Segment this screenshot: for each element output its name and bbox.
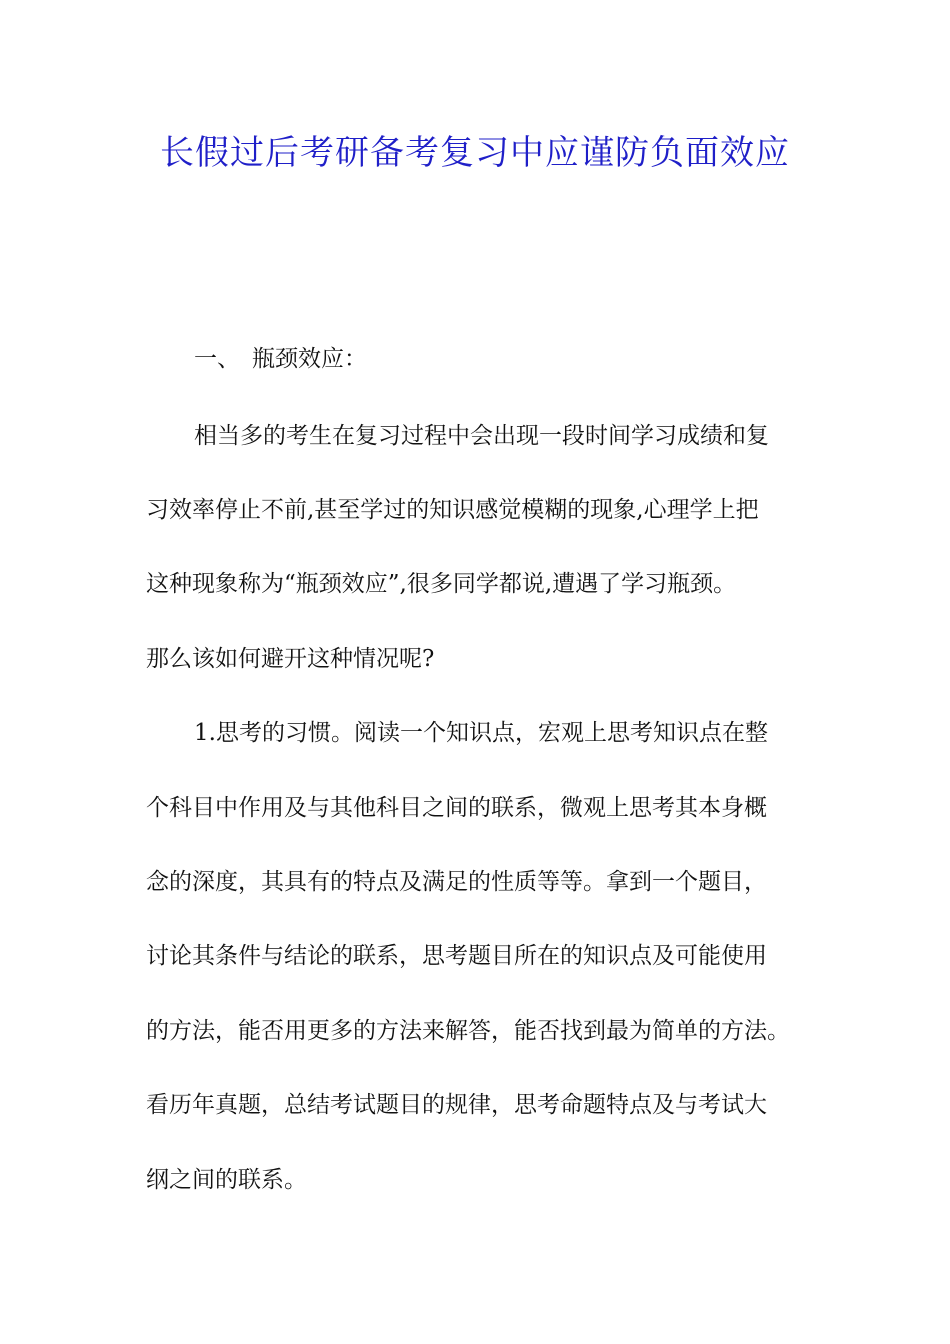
paragraph-line: 这种现象称为“瓶颈效应”,很多同学都说,遭遇了学习瓶颈。 [146, 571, 737, 597]
paragraph-line: 讨论其条件与结论的联系，思考题目所在的知识点及可能使用 [146, 943, 767, 969]
paragraph-line: 1.思考的习惯。阅读一个知识点，宏观上思考知识点在整 [194, 720, 768, 746]
section-number: 一、 [194, 346, 240, 372]
paragraph-line: 的方法，能否用更多的方法来解答，能否找到最为简单的方法。 [146, 1018, 790, 1044]
paragraph-line: 念的深度，其具有的特点及满足的性质等等。拿到一个题目， [146, 869, 767, 895]
section-heading [194, 341, 367, 377]
paragraph-line: 那么该如何避开这种情况呢? [146, 646, 435, 672]
paragraph-line: 个科目中作用及与其他科目之间的联系，微观上思考其本身概 [146, 795, 767, 821]
section-heading-text: 瓶颈效应： [252, 346, 367, 372]
paragraph-line: 纲之间的联系。 [146, 1167, 307, 1193]
paragraph-line: 看历年真题，总结考试题目的规律，思考命题特点及与考试大 [146, 1092, 767, 1118]
paragraph-line: 相当多的考生在复习过程中会出现一段时间学习成绩和复 [194, 423, 769, 449]
document-title: 长假过后考研备考复习中应谨防负面效应 [160, 133, 790, 173]
paragraph-line: 习效率停止不前,甚至学过的知识感觉模糊的现象,心理学上把 [146, 497, 759, 523]
